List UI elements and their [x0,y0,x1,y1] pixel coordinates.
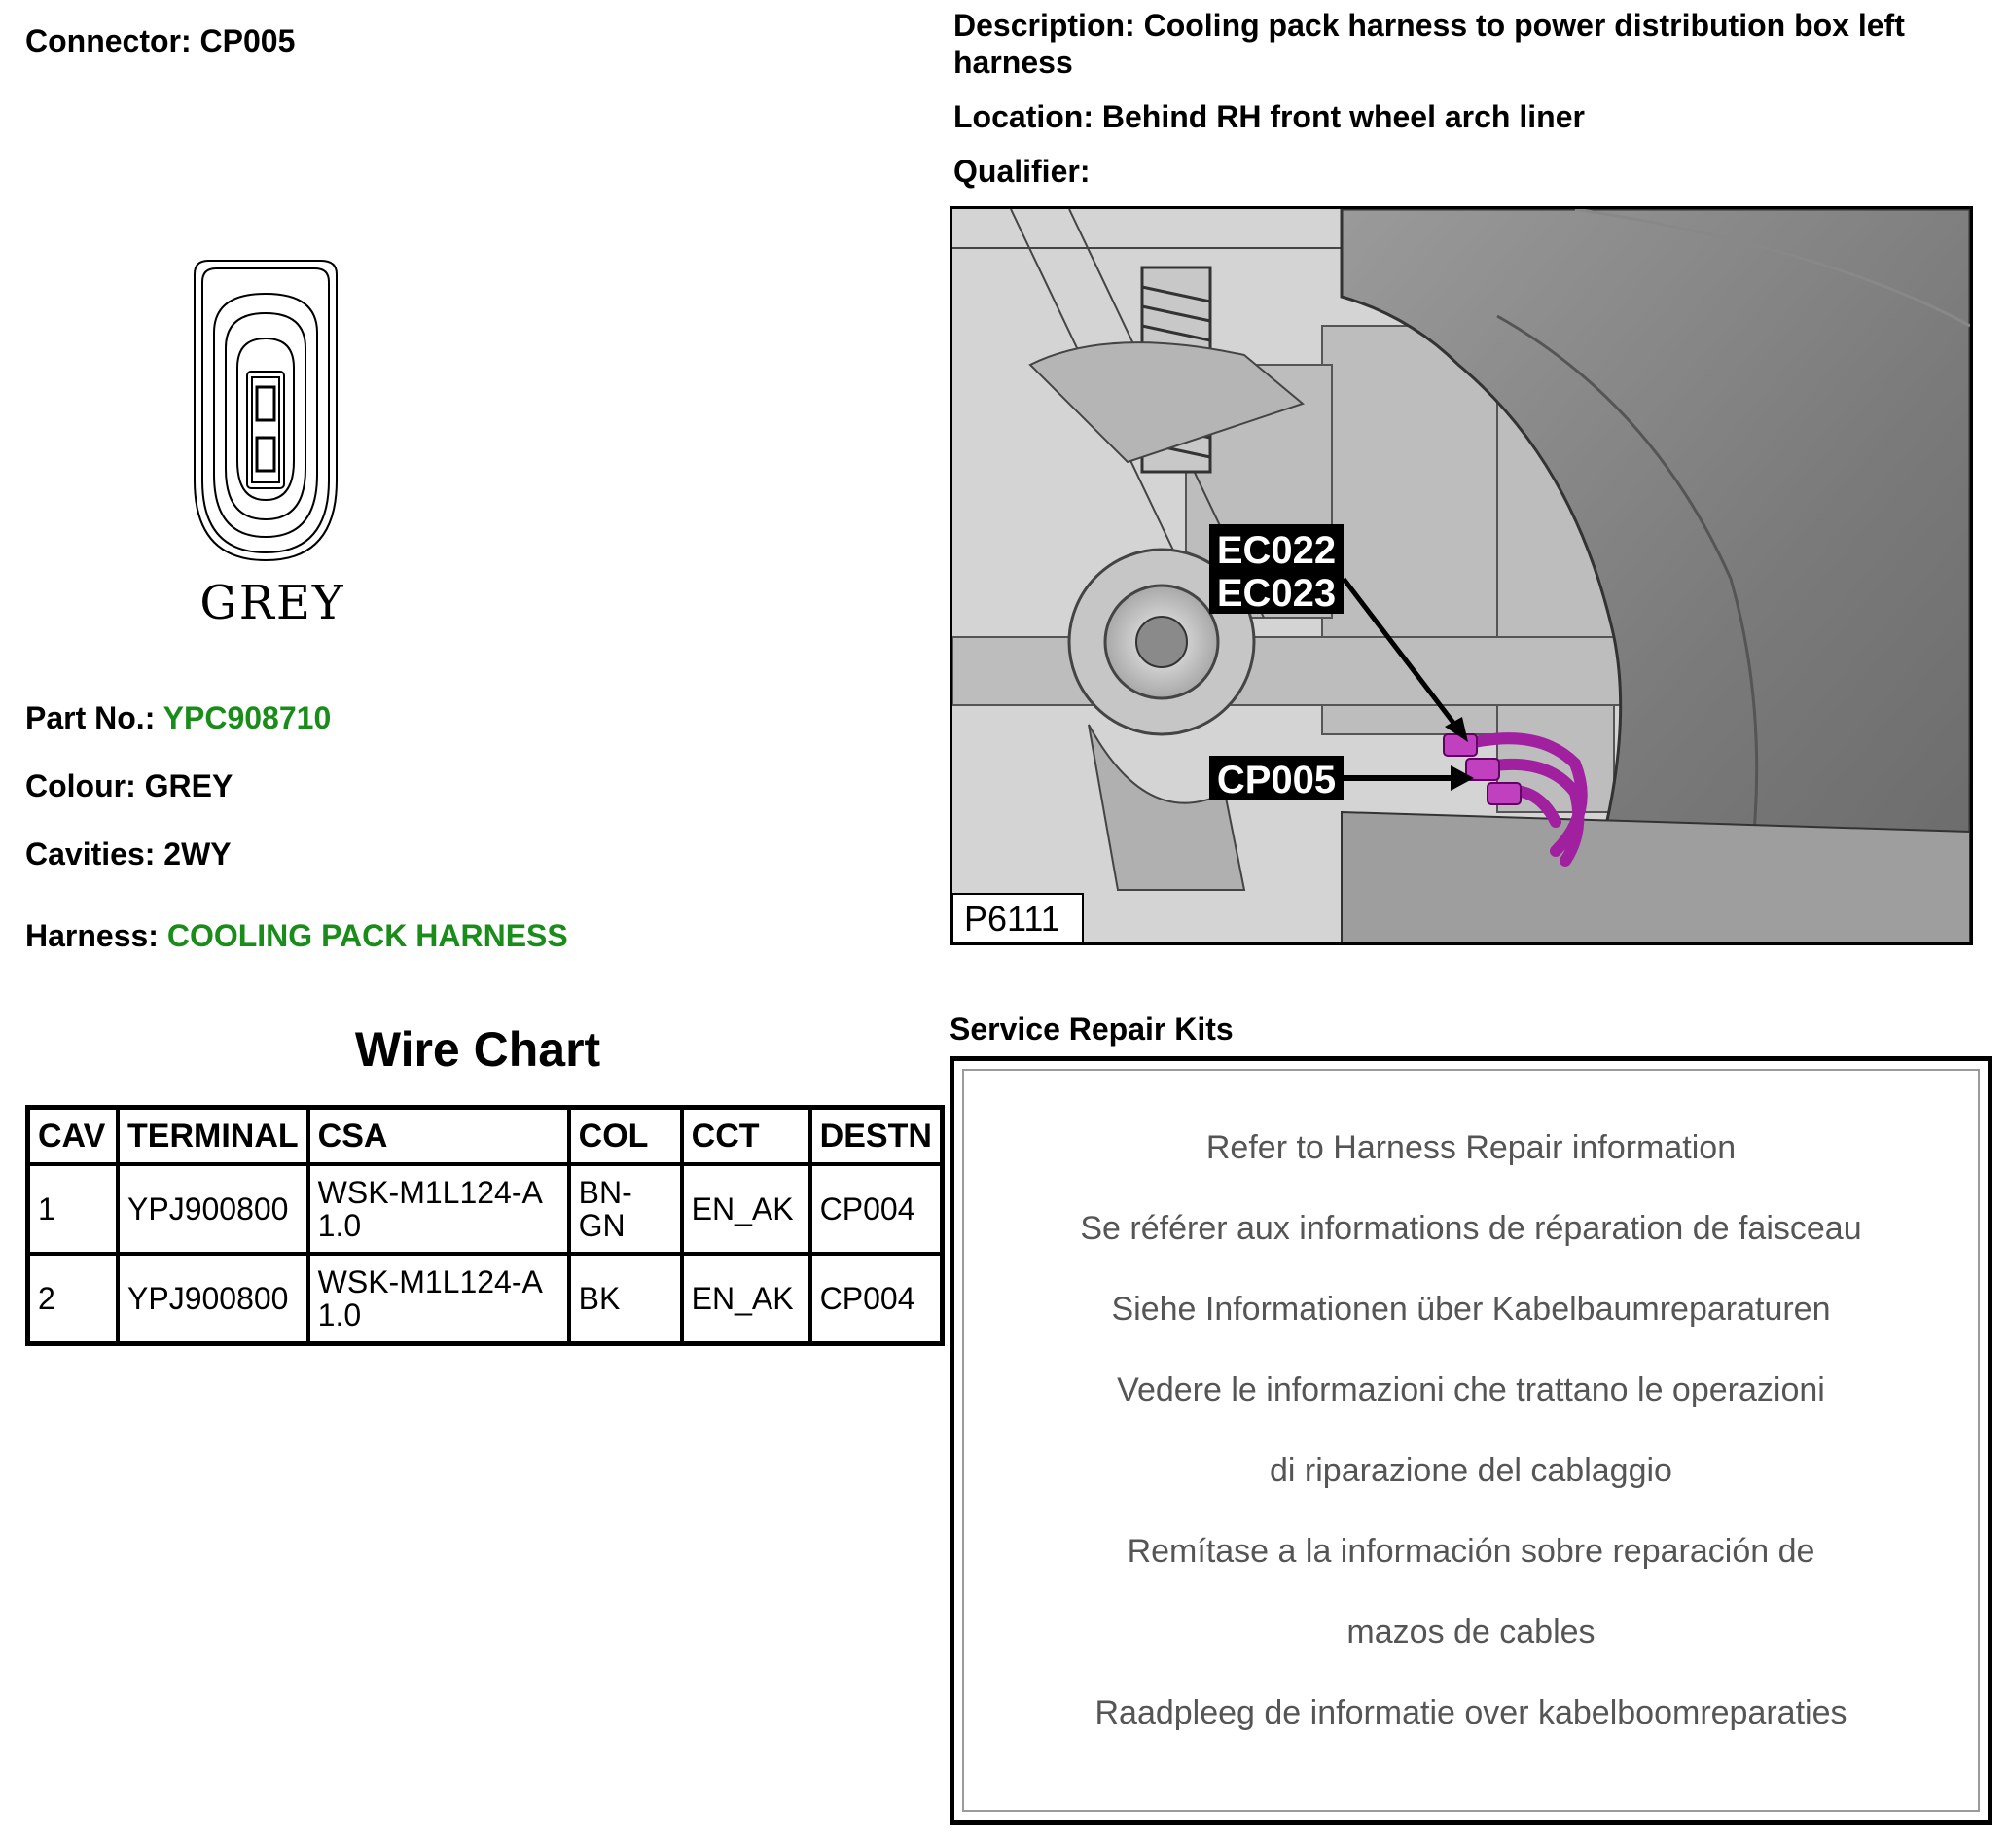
cell-terminal: YPJ900800 [118,1254,308,1344]
header-col: COL [569,1108,682,1165]
description-continuation: harness [953,45,1073,80]
cavities-label: Cavities: [25,836,156,871]
header-cct: CCT [682,1108,810,1165]
cell-col-line2: GN [578,1208,626,1243]
service-line: Siehe Informationen über Kabelbaumreparaturen [1111,1291,1831,1328]
cell-csa [308,1254,569,1344]
callout-ec023-label: EC023 [1216,572,1337,615]
part-no-row [25,700,331,736]
qualifier-label: Qualifier: [953,154,1091,189]
cell-csa [308,1164,569,1254]
header-csa: CSA [308,1108,569,1165]
harness-link[interactable]: COOLING PACK HARNESS [166,918,568,953]
qualifier-row [953,154,1090,190]
cell-csa-line1: WSK-M1L124-A [317,1264,543,1299]
cell-cav: 2 [28,1254,119,1344]
harness-row [25,918,568,954]
cell-terminal: YPJ900800 [118,1164,308,1254]
header-cav: CAV [28,1108,119,1165]
colour-row [25,768,233,804]
service-repair-kits-title: Service Repair Kits [950,1012,1234,1047]
connector-value: CP005 [199,23,296,58]
cell-destn: CP004 [810,1164,943,1254]
cell-col [569,1254,682,1344]
description-label: Description: [953,8,1135,43]
header-terminal: TERMINAL [118,1108,308,1165]
service-repair-kits-box [950,1056,1992,1825]
table-row [28,1254,943,1344]
wire-chart-title: Wire Chart [354,1022,601,1077]
location-illustration [950,206,1973,945]
location-value: Behind RH front wheel arch liner [1101,99,1585,134]
cell-cct: EN_AK [682,1164,810,1254]
service-repair-kits-inner [962,1069,1980,1812]
connector-colour-caption: GREY [199,576,345,630]
cell-col [569,1164,682,1254]
connector-label: Connector: [25,23,192,58]
service-line: Raadpleeg de informatie over kabelboomreparaties [1094,1694,1847,1731]
service-line: mazos de cables [1346,1614,1596,1651]
location-row [953,99,1585,135]
header-destn: DESTN [810,1108,943,1165]
description-row [953,8,1905,44]
connector-outline-icon [185,255,360,566]
cell-csa-line1: WSK-M1L124-A [317,1175,543,1210]
callout-cp005-label: CP005 [1216,759,1337,801]
service-line: Se référer aux informations de réparation de faisceau [1080,1210,1862,1247]
colour-label: Colour: [25,768,136,803]
service-line: Remítase a la información sobre reparación de [1127,1533,1815,1570]
location-label: Location: [953,99,1094,134]
harness-label: Harness: [25,918,159,953]
cell-destn: CP004 [810,1254,943,1344]
cell-col-line1: BK [578,1281,621,1316]
cell-csa-line2: 1.0 [317,1208,362,1243]
wire-chart-table [25,1105,945,1346]
table-row [28,1164,943,1254]
connector-face-drawing [185,255,360,566]
connector-row [25,23,295,59]
service-line: Vedere le informazioni che trattano le operazioni [1117,1371,1825,1408]
figure-id: P6111 [964,899,1060,939]
description-value: Cooling pack harness to power distribution box left [1143,8,1905,43]
colour-value: GREY [144,768,233,803]
cell-cav: 1 [28,1164,119,1254]
cell-col-line1: BN- [578,1175,632,1210]
callout-ec022-label: EC022 [1216,529,1337,572]
cell-cct: EN_AK [682,1254,810,1344]
service-line: Refer to Harness Repair information [1205,1129,1737,1166]
cavities-value: 2WY [163,836,232,871]
part-no-link[interactable]: YPC908710 [162,700,332,735]
cell-csa-line2: 1.0 [317,1297,362,1333]
table-header-row [28,1108,943,1165]
cavities-row [25,836,232,872]
part-no-label: Part No.: [25,700,156,735]
service-line: di riparazione del cablaggio [1270,1452,1672,1489]
